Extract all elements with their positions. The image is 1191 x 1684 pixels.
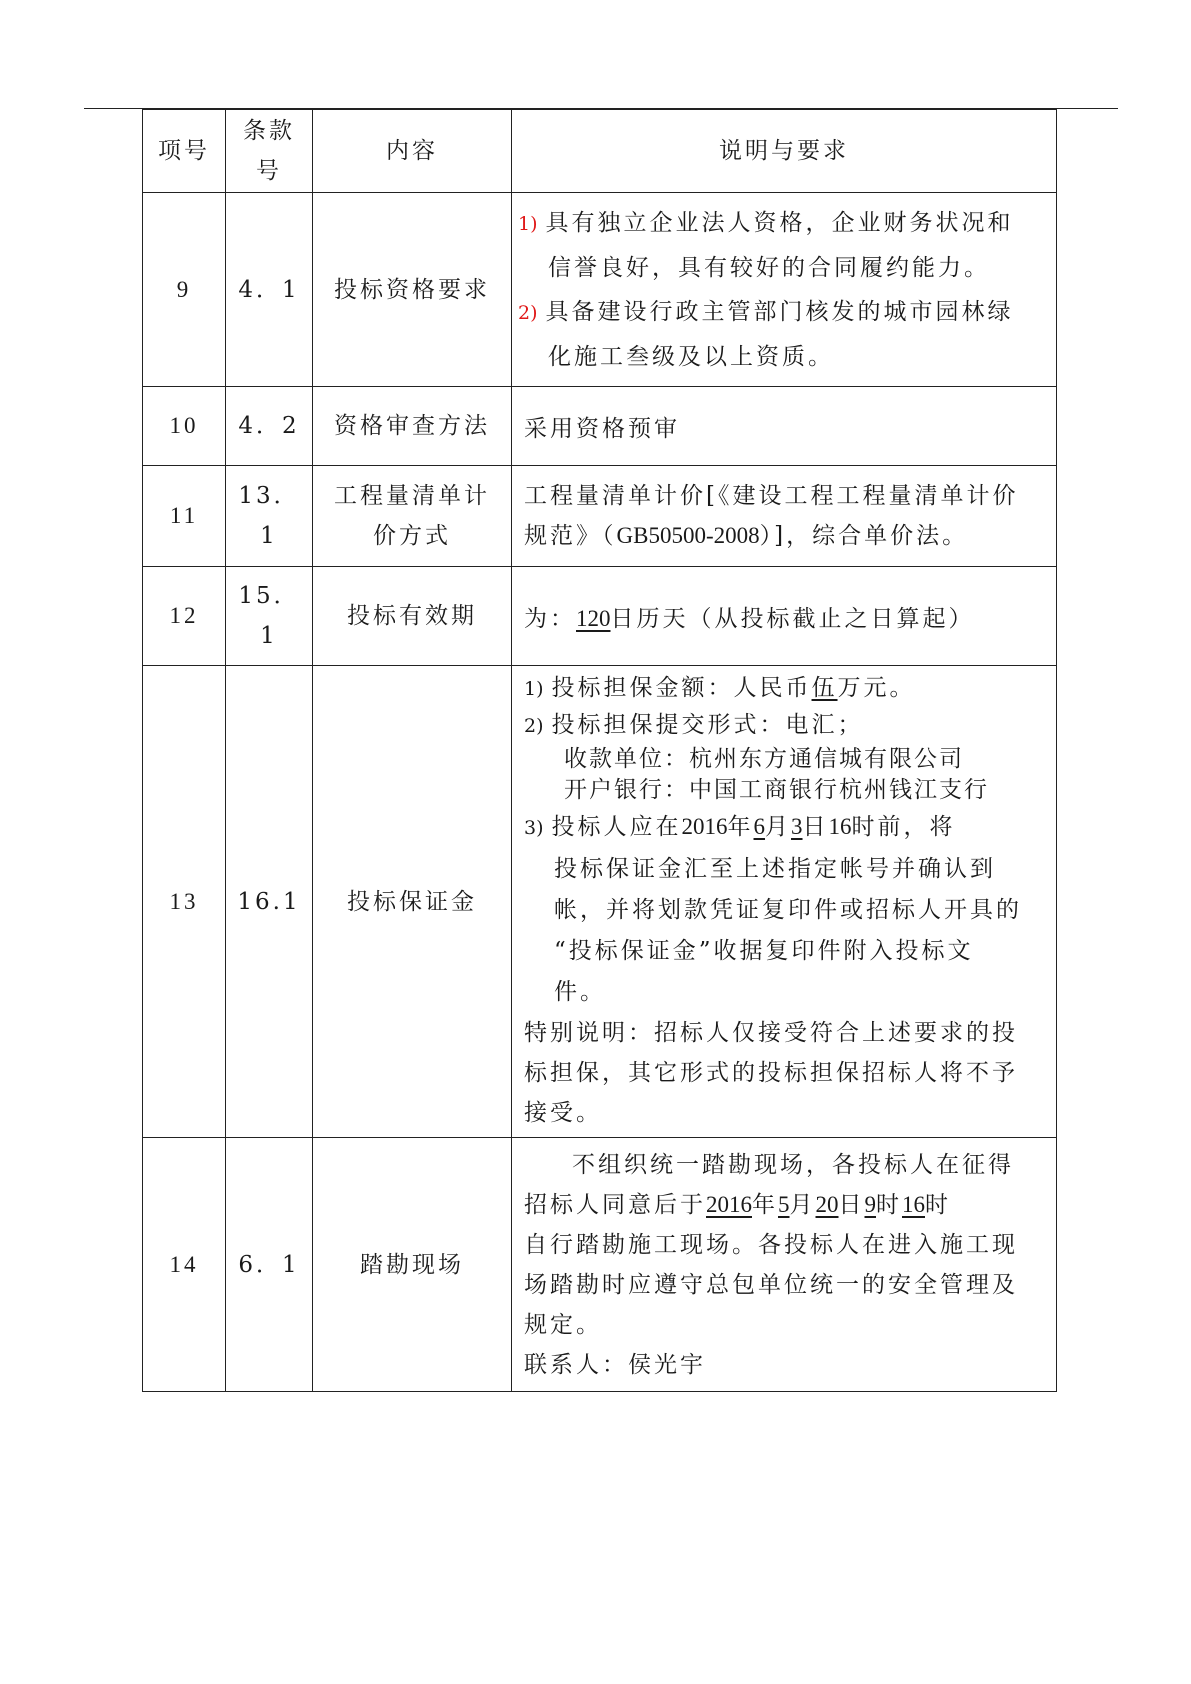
table-header-row bbox=[143, 110, 1057, 193]
row-clause: 15． 1 bbox=[226, 567, 313, 666]
header-content: 内容 bbox=[313, 110, 512, 193]
validity-days: 120 bbox=[576, 605, 611, 631]
row-clause: 4．1 bbox=[226, 193, 313, 387]
row-requirements: 采用资格预审 bbox=[512, 387, 1057, 466]
list-marker: 2) bbox=[518, 301, 538, 324]
row-requirements: 为：120日历天（从投标截止之日算起） bbox=[512, 567, 1057, 666]
header-requirements: 说明与要求 bbox=[512, 110, 1057, 193]
row-requirements: 工程量清单计价[《建设工程工程量清单计价 规范》（GB50500-2008）]，综合单价法。 bbox=[512, 466, 1057, 567]
header-clause-no: 条款 号 bbox=[226, 110, 313, 193]
bid-data-table bbox=[142, 109, 1057, 1392]
row-item: 投标资格要求 bbox=[313, 193, 512, 387]
row-clause: 4．2 bbox=[226, 387, 313, 466]
table-row bbox=[143, 193, 1057, 387]
contact-person: 联系人：侯光宇 bbox=[524, 1351, 706, 1378]
table-row bbox=[143, 466, 1057, 567]
row-item: 资格审查方法 bbox=[313, 387, 512, 466]
row-no: 14 bbox=[143, 1138, 226, 1392]
table-row bbox=[143, 1138, 1057, 1392]
row-requirements: 1) 具有独立企业法人资格，企业财务状况和 信誉良好，具有较好的合同履约能力。 2) 具备建设行政主管部门核发的城市园林绿 化施工叁级及以上资质。 bbox=[512, 193, 1057, 387]
row-no: 9 bbox=[143, 193, 226, 387]
row-item: 工程量清单计 价方式 bbox=[313, 466, 512, 567]
row-clause: 13． 1 bbox=[226, 466, 313, 567]
row-clause: 6．1 bbox=[226, 1138, 313, 1392]
row-no: 10 bbox=[143, 387, 226, 466]
row-clause: 16.1 bbox=[226, 666, 313, 1138]
row-item: 投标保证金 bbox=[313, 666, 512, 1138]
table-row bbox=[143, 387, 1057, 466]
row-no: 12 bbox=[143, 567, 226, 666]
table-row bbox=[143, 666, 1057, 1138]
row-no: 13 bbox=[143, 666, 226, 1138]
row-no: 11 bbox=[143, 466, 226, 567]
row-requirements: 1) 投标担保金额：人民币伍万元。 2) 投标担保提交形式：电汇； 收款单位：杭州东方通信城有限公司 开户银行：中国工商银行杭州钱江支行 3) 投标人应在2016年6月3日16时前，将 投标保证金汇至上述指定帐号并确认到 帐，并将划款凭证复印件或招标人开具的 “投标保证金”收据复印件附入投标文 件。 特别说明：招标人仅接受符合上述要求的投 标担保，其它形式的投标担保招标人将不予 接受。 bbox=[512, 666, 1057, 1138]
table-row bbox=[143, 567, 1057, 666]
row-item: 投标有效期 bbox=[313, 567, 512, 666]
list-marker: 1) bbox=[518, 212, 538, 235]
row-item: 踏勘现场 bbox=[313, 1138, 512, 1392]
header-item-no: 项号 bbox=[143, 110, 226, 193]
row-requirements: 不组织统一踏勘现场，各投标人在征得 招标人同意后于2016年5月20日9时16时 自行踏勘施工现场。各投标人在进入施工现 场踏勘时应遵守总包单位统一的安全管理及 规定。 联系人：侯光宇 bbox=[512, 1138, 1057, 1392]
